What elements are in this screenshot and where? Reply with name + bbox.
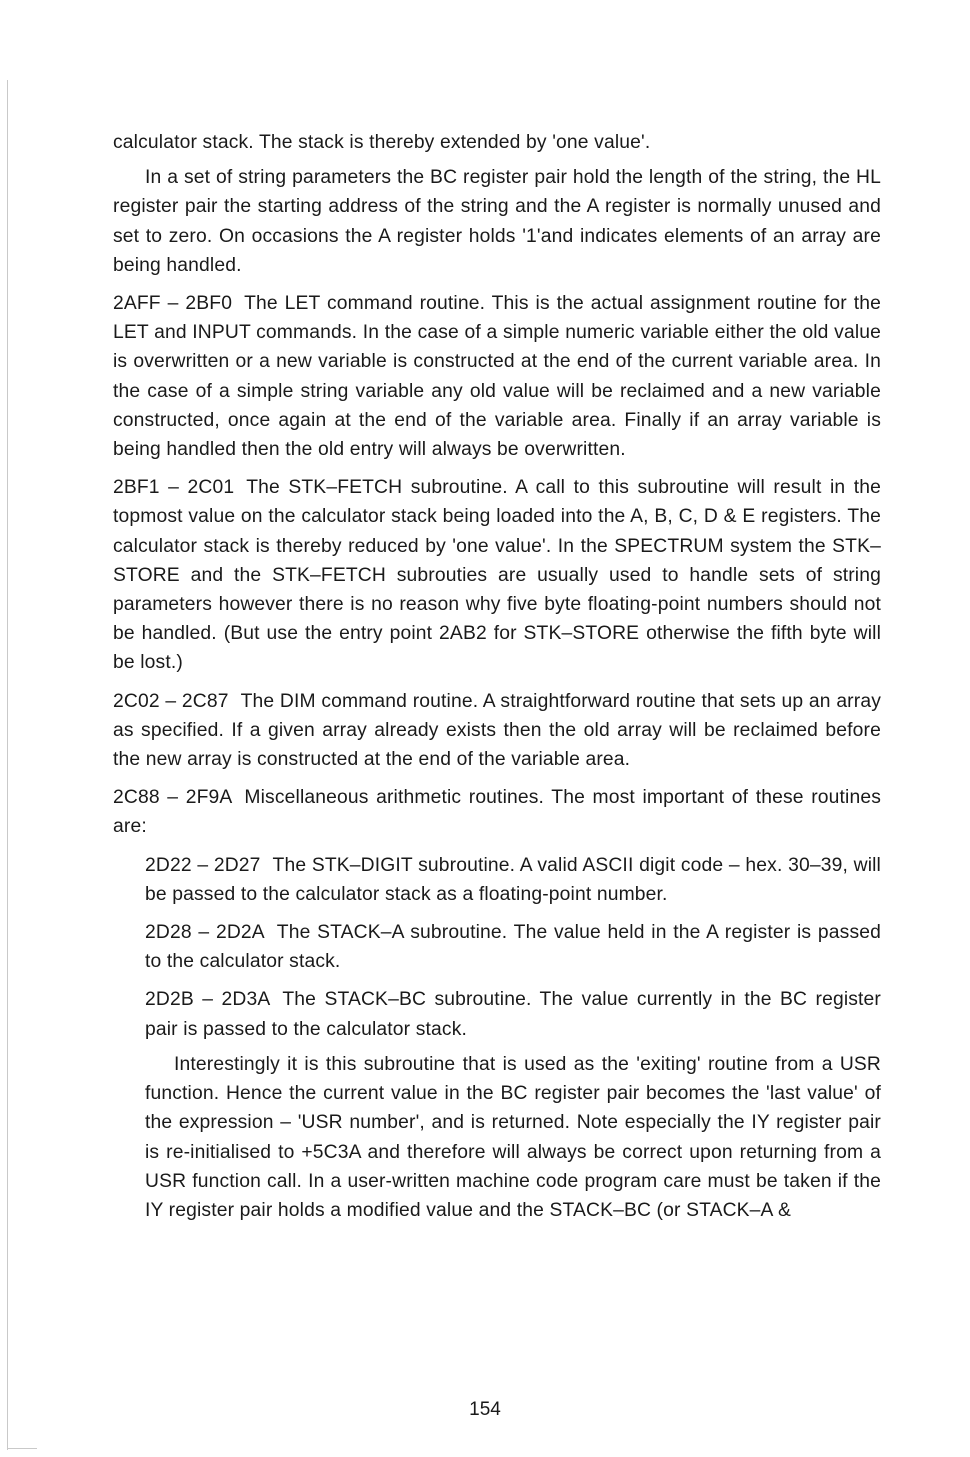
subentry-address: 2D28 – 2D2A: [145, 922, 265, 944]
entry-address: 2BF1 – 2C01: [113, 477, 235, 499]
entry-text: The LET command routine. This is the actual assignment routine for the LET and INPUT commands. In the case of a simple numeric variable either the old value is overwritten or a new variable is constructed at the end of the current variable area. In the case of a simple string variable any old value will be reclaimed and a new variable constructed, once again at the end of the variable area. Finally if an array variable is being handled then the old entry will always be overwritten.: [113, 293, 882, 461]
entry-address: 2C02 – 2C87: [113, 690, 229, 712]
subentry-text: The STACK–BC subroutine. The value currently in the BC register pair is passed to the calculator stack.: [145, 989, 881, 1040]
paragraph-string-parameters: [113, 163, 881, 280]
entry-text: The DIM command routine. A straightforward routine that sets up an array as specified. If a given array already exists then the old array will be reclaimed before the new array is constructed at the end of the variable area.: [113, 690, 881, 771]
page-body: [113, 128, 881, 1234]
paragraph-text: calculator stack. The stack is thereby extended by 'one value'.: [113, 132, 651, 153]
subentry-text: The STACK–A subroutine. The value held in the A register is passed to the calculator stack.: [145, 922, 881, 973]
entry-text: The STK–FETCH subroutine. A call to this subroutine will result in the topmost value on the calculator stack being loaded into the A, B, C, D & E registers. The calculator stack is thereby reduced by 'one value'. In the SPECTRUM system the STK–STORE and the STK–FETCH subrouties are usually used to handle sets of string parameters however there is no reason why five byte floating-point numbers should not be handled. (But use the entry point 2AB2 for STK–STORE otherwise the fifth byte will be lost.): [113, 477, 881, 674]
subentry-stk-digit: [145, 851, 881, 909]
subentry-stack-bc: [145, 985, 881, 1043]
subentry-usr-note: [145, 1050, 881, 1225]
subentry-address: 2D22 – 2D27: [145, 854, 261, 876]
entry-let-command: [113, 289, 881, 464]
page-number: 154: [469, 1399, 501, 1420]
entry-address: 2AFF – 2BF0: [113, 293, 233, 315]
subentry-text: The STK–DIGIT subroutine. A valid ASCII digit code – hex. 30–39, will be passed to the calculator stack as a floating-point number.: [145, 854, 881, 905]
entry-misc-arithmetic: [113, 783, 881, 841]
entry-stk-fetch: [113, 473, 881, 677]
page-edge-bottom: [7, 1448, 37, 1449]
entry-dim-command: [113, 687, 881, 775]
paragraph-text: In a set of string parameters the BC register pair hold the length of the string, the HL register pair the starting address of the string and the A register is normally unused and set to zero. On occasions the A register holds '1'and indicates elements of an array are being handled.: [113, 167, 881, 276]
subentry-address: 2D2B – 2D3A: [145, 989, 271, 1011]
paragraph-continuation: [113, 128, 881, 157]
subentry-text: Interestingly it is this subroutine that is used as the 'exiting' routine from a USR function. Hence the current value in the BC register pair becomes the 'last value' of the expression – 'USR number', and is returned. Note especially the IY register pair is re-initialised to +5C3A and therefore will always be correct upon returning from a USR function call. In a user-written machine code program care must be taken if the IY register pair holds a modified value and the STACK–BC (or STACK–A &: [145, 1053, 881, 1221]
subentry-stack-a: [145, 918, 881, 976]
entry-text: Miscellaneous arithmetic routines. The most important of these routines are:: [113, 787, 881, 838]
entry-address: 2C88 – 2F9A: [113, 787, 233, 809]
page-edge-left: [7, 80, 8, 1450]
